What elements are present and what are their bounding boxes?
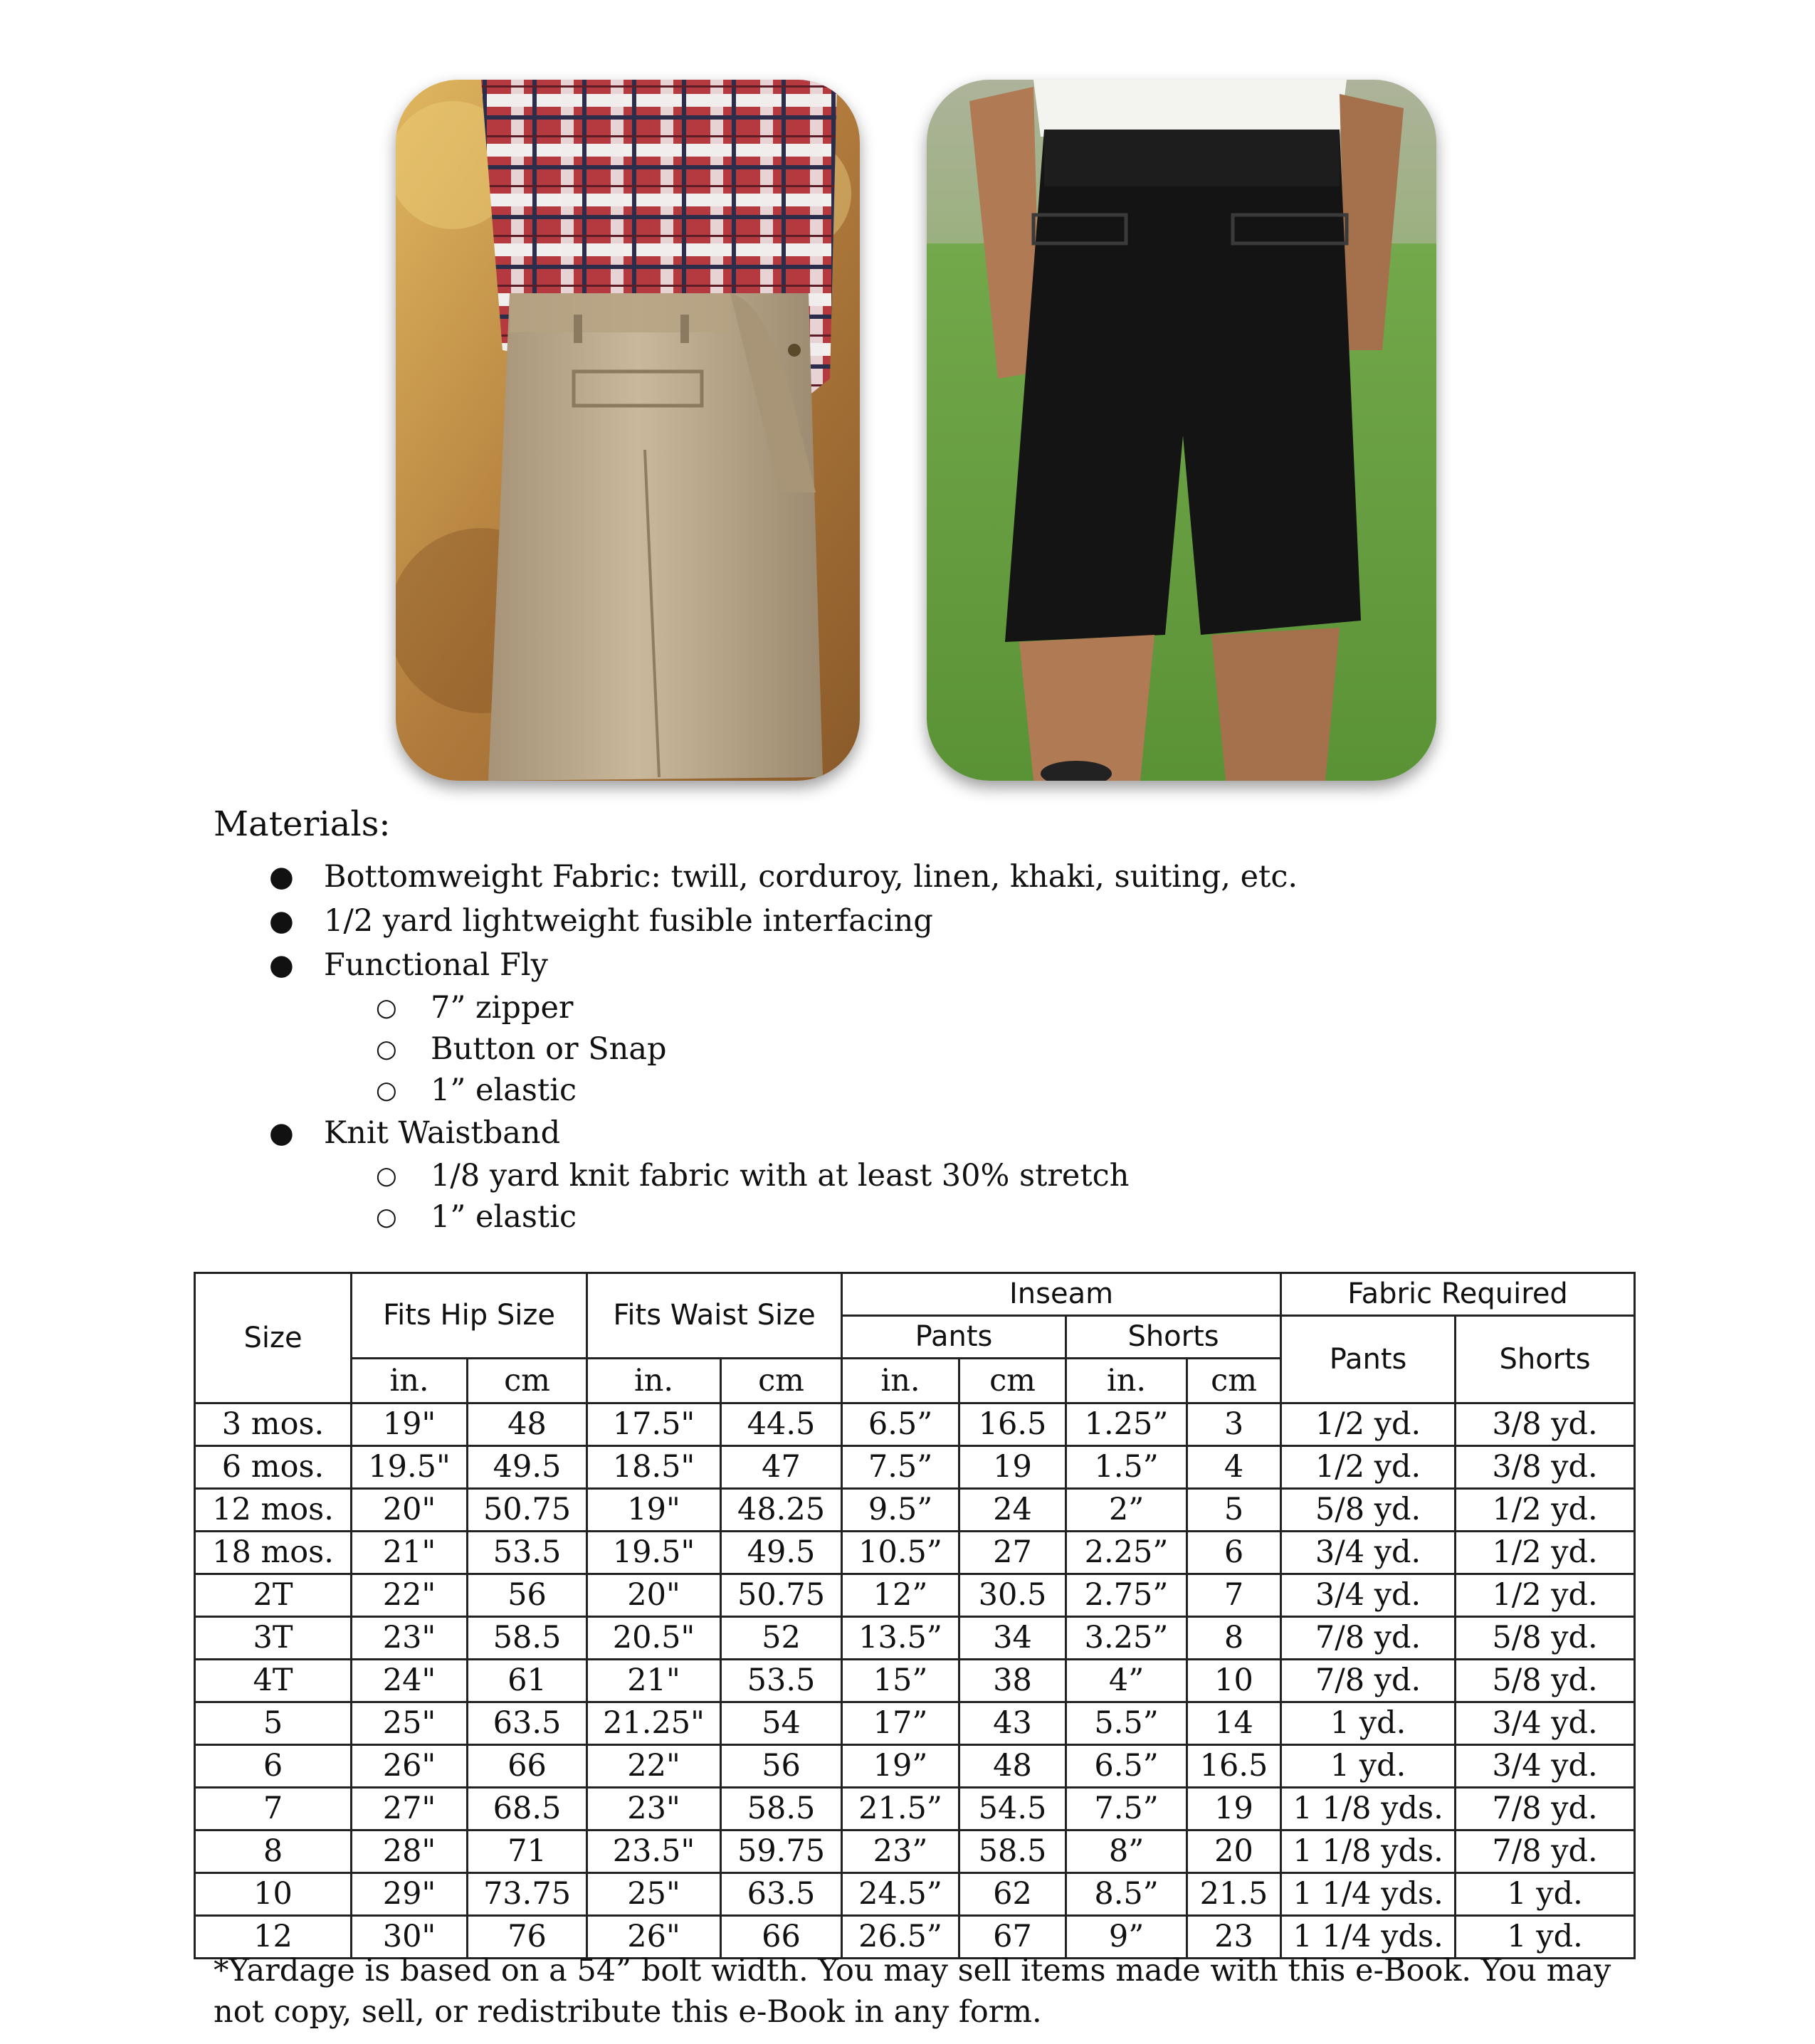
header-unit-in: in. [842, 1359, 959, 1403]
table-cell: 6.5” [842, 1403, 959, 1446]
table-cell: 21" [587, 1660, 721, 1702]
table-cell: 29" [352, 1873, 468, 1916]
table-cell: 20" [352, 1489, 468, 1532]
table-cell: 71 [468, 1830, 587, 1873]
table-cell: 6.5” [1066, 1745, 1187, 1788]
table-cell: 68.5 [468, 1788, 587, 1830]
size-cell: 3 mos. [195, 1403, 352, 1446]
hollow-bullet-icon: ○ [376, 1076, 397, 1105]
table-cell: 27" [352, 1788, 468, 1830]
materials-subitem [214, 987, 1566, 1028]
table-cell: 1/2 yd. [1456, 1532, 1635, 1574]
table-cell: 19.5" [587, 1532, 721, 1574]
table-row [195, 1745, 1635, 1788]
hollow-bullet-icon: ○ [376, 1035, 397, 1063]
size-cell: 4T [195, 1660, 352, 1702]
header-fabric: Fabric Required [1281, 1273, 1635, 1316]
bullet-icon: ● [269, 860, 294, 893]
table-cell: 22" [352, 1574, 468, 1617]
materials-item [214, 1111, 1566, 1238]
table-cell: 28" [352, 1830, 468, 1873]
table-cell: 25" [352, 1702, 468, 1745]
table-cell: 59.75 [721, 1830, 842, 1873]
black-shorts-illustration [927, 80, 1436, 781]
materials-item-text: Functional Fly [324, 947, 548, 983]
table-cell: 54 [721, 1702, 842, 1745]
size-cell: 5 [195, 1702, 352, 1745]
table-cell: 7/8 yd. [1281, 1617, 1456, 1660]
materials-subitem-text: 7” zipper [431, 990, 574, 1026]
table-cell: 23" [352, 1617, 468, 1660]
table-cell: 7.5” [1066, 1788, 1187, 1830]
table-cell: 1 1/4 yds. [1281, 1916, 1456, 1959]
table-cell: 53.5 [468, 1532, 587, 1574]
table-cell: 26" [587, 1916, 721, 1959]
table-row [195, 1574, 1635, 1617]
table-cell: 19 [1187, 1788, 1281, 1830]
materials-subitem-text: 1/8 yard knit fabric with at least 30% stretch [431, 1158, 1130, 1194]
table-cell: 3/8 yd. [1456, 1446, 1635, 1489]
table-cell: 17.5" [587, 1403, 721, 1446]
size-chart-body [195, 1403, 1635, 1959]
table-cell: 58.5 [721, 1788, 842, 1830]
table-cell: 20 [1187, 1830, 1281, 1873]
header-inseam: Inseam [842, 1273, 1281, 1316]
table-cell: 4 [1187, 1446, 1281, 1489]
table-cell: 5.5” [1066, 1702, 1187, 1745]
table-cell: 20" [587, 1574, 721, 1617]
table-cell: 27 [959, 1532, 1066, 1574]
table-cell: 19" [352, 1403, 468, 1446]
materials-subitem-text: 1” elastic [431, 1073, 577, 1108]
table-cell: 5 [1187, 1489, 1281, 1532]
table-row [195, 1873, 1635, 1916]
bullet-icon: ● [269, 905, 294, 937]
hollow-bullet-icon: ○ [376, 994, 397, 1022]
table-cell: 3 [1187, 1403, 1281, 1446]
table-cell: 24" [352, 1660, 468, 1702]
table-cell: 19” [842, 1745, 959, 1788]
header-fabric-shorts: Shorts [1456, 1316, 1635, 1403]
table-cell: 1 yd. [1281, 1702, 1456, 1745]
table-row [195, 1660, 1635, 1702]
table-cell: 1.25” [1066, 1403, 1187, 1446]
table-cell: 9” [1066, 1916, 1187, 1959]
table-cell: 1/2 yd. [1281, 1403, 1456, 1446]
table-row [195, 1489, 1635, 1532]
table-cell: 16.5 [959, 1403, 1066, 1446]
table-cell: 58.5 [468, 1617, 587, 1660]
header-unit-cm: cm [468, 1359, 587, 1403]
size-cell: 3T [195, 1617, 352, 1660]
materials-item [214, 899, 1566, 943]
materials-subitem [214, 1028, 1566, 1070]
table-cell: 47 [721, 1446, 842, 1489]
table-cell: 4” [1066, 1660, 1187, 1702]
table-cell: 3/4 yd. [1456, 1702, 1635, 1745]
header-waist: Fits Waist Size [587, 1273, 842, 1359]
table-cell: 7/8 yd. [1456, 1830, 1635, 1873]
table-cell: 19.5" [352, 1446, 468, 1489]
table-cell: 21.25" [587, 1702, 721, 1745]
materials-subitem [214, 1155, 1566, 1196]
size-cell: 2T [195, 1574, 352, 1617]
materials-subitem [214, 1070, 1566, 1111]
header-inseam-pants: Pants [842, 1316, 1066, 1359]
table-cell: 2.75” [1066, 1574, 1187, 1617]
table-cell: 54.5 [959, 1788, 1066, 1830]
table-cell: 61 [468, 1660, 587, 1702]
table-row [195, 1702, 1635, 1745]
table-cell: 23.5" [587, 1830, 721, 1873]
materials-item-text: 1/2 yard lightweight fusible interfacing [324, 903, 933, 939]
table-cell: 25" [587, 1873, 721, 1916]
table-cell: 1/2 yd. [1456, 1489, 1635, 1532]
size-cell: 6 [195, 1745, 352, 1788]
table-cell: 18.5" [587, 1446, 721, 1489]
table-cell: 30" [352, 1916, 468, 1959]
table-cell: 3/4 yd. [1281, 1574, 1456, 1617]
table-cell: 2” [1066, 1489, 1187, 1532]
table-cell: 10 [1187, 1660, 1281, 1702]
table-cell: 5/8 yd. [1281, 1489, 1456, 1532]
khaki-pants-photo [396, 80, 860, 781]
table-cell: 63.5 [468, 1702, 587, 1745]
table-cell: 8 [1187, 1617, 1281, 1660]
table-cell: 7 [1187, 1574, 1281, 1617]
table-cell: 1 1/8 yds. [1281, 1830, 1456, 1873]
table-cell: 53.5 [721, 1660, 842, 1702]
header-size: Size [195, 1273, 352, 1403]
table-cell: 16.5 [1187, 1745, 1281, 1788]
table-cell: 24.5” [842, 1873, 959, 1916]
table-cell: 43 [959, 1702, 1066, 1745]
table-cell: 9.5” [842, 1489, 959, 1532]
table-row [195, 1617, 1635, 1660]
table-cell: 58.5 [959, 1830, 1066, 1873]
materials-sublist [324, 987, 1566, 1111]
table-cell: 21" [352, 1532, 468, 1574]
table-cell: 1 yd. [1281, 1745, 1456, 1788]
table-cell: 44.5 [721, 1403, 842, 1446]
table-cell: 21.5 [1187, 1873, 1281, 1916]
bullet-icon: ● [269, 949, 294, 981]
table-cell: 67 [959, 1916, 1066, 1959]
table-cell: 6 [1187, 1532, 1281, 1574]
table-row [195, 1788, 1635, 1830]
table-cell: 26.5” [842, 1916, 959, 1959]
size-cell: 18 mos. [195, 1532, 352, 1574]
table-cell: 34 [959, 1617, 1066, 1660]
table-cell: 14 [1187, 1702, 1281, 1745]
size-cell: 6 mos. [195, 1446, 352, 1489]
table-cell: 50.75 [721, 1574, 842, 1617]
table-cell: 8” [1066, 1830, 1187, 1873]
table-row [195, 1446, 1635, 1489]
materials-list [214, 855, 1566, 1238]
table-cell: 63.5 [721, 1873, 842, 1916]
table-cell: 73.75 [468, 1873, 587, 1916]
table-cell: 3.25” [1066, 1617, 1187, 1660]
header-unit-in: in. [352, 1359, 468, 1403]
table-cell: 48 [959, 1745, 1066, 1788]
table-cell: 30.5 [959, 1574, 1066, 1617]
table-cell: 56 [721, 1745, 842, 1788]
table-cell: 76 [468, 1916, 587, 1959]
materials-item-text: Knit Waistband [324, 1115, 561, 1151]
table-cell: 49.5 [721, 1532, 842, 1574]
table-cell: 10.5” [842, 1532, 959, 1574]
table-cell: 21.5” [842, 1788, 959, 1830]
table-cell: 7/8 yd. [1456, 1788, 1635, 1830]
size-cell: 12 mos. [195, 1489, 352, 1532]
materials-item-text: Bottomweight Fabric: twill, corduroy, linen, khaki, suiting, etc. [324, 859, 1298, 895]
materials-subitem [214, 1196, 1566, 1238]
black-shorts-photo [927, 80, 1436, 781]
table-cell: 8.5” [1066, 1873, 1187, 1916]
size-cell: 7 [195, 1788, 352, 1830]
hollow-bullet-icon: ○ [376, 1203, 397, 1231]
header-unit-cm: cm [721, 1359, 842, 1403]
header-unit-in: in. [1066, 1359, 1187, 1403]
table-cell: 13.5” [842, 1617, 959, 1660]
table-cell: 3/4 yd. [1456, 1745, 1635, 1788]
header-fabric-pants: Pants [1281, 1316, 1456, 1403]
size-chart-table [194, 1272, 1636, 1959]
table-cell: 26" [352, 1745, 468, 1788]
table-cell: 52 [721, 1617, 842, 1660]
table-cell: 5/8 yd. [1456, 1660, 1635, 1702]
header-unit-cm: cm [1187, 1359, 1281, 1403]
table-cell: 1.5” [1066, 1446, 1187, 1489]
table-cell: 7/8 yd. [1281, 1660, 1456, 1702]
table-cell: 1/2 yd. [1281, 1446, 1456, 1489]
table-cell: 20.5" [587, 1617, 721, 1660]
header-unit-cm: cm [959, 1359, 1066, 1403]
table-row [195, 1830, 1635, 1873]
table-cell: 49.5 [468, 1446, 587, 1489]
table-cell: 5/8 yd. [1456, 1617, 1635, 1660]
table-cell: 1 1/4 yds. [1281, 1873, 1456, 1916]
table-cell: 3/8 yd. [1456, 1403, 1635, 1446]
table-cell: 56 [468, 1574, 587, 1617]
table-cell: 1 yd. [1456, 1916, 1635, 1959]
materials-section [214, 801, 1566, 1238]
bullet-icon: ● [269, 1117, 294, 1149]
table-row [195, 1532, 1635, 1574]
table-cell: 38 [959, 1660, 1066, 1702]
table-cell: 62 [959, 1873, 1066, 1916]
size-cell: 8 [195, 1830, 352, 1873]
table-cell: 1 1/8 yds. [1281, 1788, 1456, 1830]
materials-subitem-text: Button or Snap [431, 1031, 667, 1067]
table-cell: 3/4 yd. [1281, 1532, 1456, 1574]
materials-heading: Materials: [214, 804, 391, 844]
materials-item [214, 855, 1566, 899]
table-cell: 15” [842, 1660, 959, 1702]
hollow-bullet-icon: ○ [376, 1161, 397, 1190]
materials-item [214, 943, 1566, 1111]
table-cell: 48 [468, 1403, 587, 1446]
header-inseam-shorts: Shorts [1066, 1316, 1281, 1359]
header-hip: Fits Hip Size [352, 1273, 587, 1359]
size-cell: 10 [195, 1873, 352, 1916]
table-cell: 23 [1187, 1916, 1281, 1959]
size-cell: 12 [195, 1916, 352, 1959]
table-cell: 66 [721, 1916, 842, 1959]
table-cell: 19 [959, 1446, 1066, 1489]
khaki-pants-illustration [396, 80, 860, 781]
table-cell: 23” [842, 1830, 959, 1873]
header-unit-in: in. [587, 1359, 721, 1403]
table-cell: 66 [468, 1745, 587, 1788]
footnote: *Yardage is based on a 54” bolt width. You may sell items made with this e-Book. You may not copy, sell, or redistribute this e-Book in any form. [214, 1953, 1611, 2030]
table-cell: 1/2 yd. [1456, 1574, 1635, 1617]
materials-subitem-text: 1” elastic [431, 1199, 577, 1235]
table-cell: 12” [842, 1574, 959, 1617]
materials-sublist [324, 1155, 1566, 1238]
table-cell: 22" [587, 1745, 721, 1788]
table-cell: 7.5” [842, 1446, 959, 1489]
table-cell: 19" [587, 1489, 721, 1532]
table-cell: 50.75 [468, 1489, 587, 1532]
table-cell: 48.25 [721, 1489, 842, 1532]
table-cell: 24 [959, 1489, 1066, 1532]
table-cell: 23" [587, 1788, 721, 1830]
table-cell: 2.25” [1066, 1532, 1187, 1574]
table-cell: 17” [842, 1702, 959, 1745]
table-row [195, 1403, 1635, 1446]
table-cell: 1 yd. [1456, 1873, 1635, 1916]
